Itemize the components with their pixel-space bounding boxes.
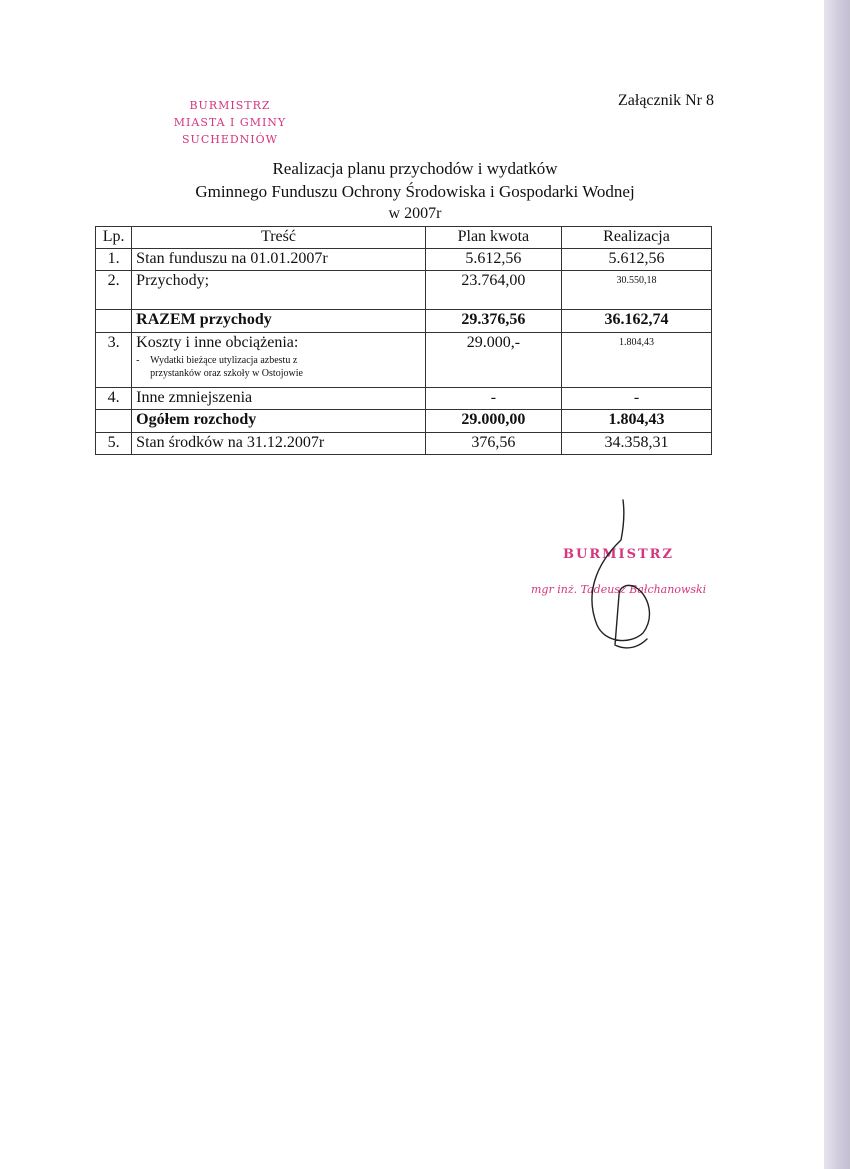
cell-tresc: Inne zmniejszenia <box>132 388 426 410</box>
cell-lp: 3. <box>96 333 132 388</box>
title-line-3: w 2007r <box>388 205 442 222</box>
table-row <box>96 271 712 310</box>
cell-lp: 1. <box>96 249 132 271</box>
table-row <box>96 388 712 410</box>
cell-realizacja: 30.550,18 <box>561 271 711 310</box>
cell-lp: 5. <box>96 433 132 455</box>
cell-plan: 376,56 <box>425 433 561 455</box>
cell-tresc: Stan środków na 31.12.2007r <box>132 433 426 455</box>
header-realizacja: Realizacja <box>561 227 711 249</box>
table-row <box>96 433 712 455</box>
cell-plan: 29.376,56 <box>425 310 561 333</box>
signature-stamp-title: BURMISTRZ <box>563 547 674 562</box>
table-row-total-expenses <box>96 410 712 433</box>
table-header-row <box>96 227 712 249</box>
cell-tresc: Przychody; <box>132 271 426 310</box>
header-tresc: Treść <box>132 227 426 249</box>
cell-lp: 4. <box>96 388 132 410</box>
table-row <box>96 249 712 271</box>
title-line-2: Gminnego Funduszu Ochrony Środowiska i Gospodarki Wodnej <box>195 182 635 201</box>
stamp-line-2: MIASTA I GMINY <box>173 116 287 129</box>
table-row-total-income <box>96 310 712 333</box>
handwritten-signature <box>575 495 665 655</box>
cell-tresc-sub-1: - Wydatki bieżące utylizacja azbestu z <box>136 354 421 367</box>
cell-lp <box>96 410 132 433</box>
cell-tresc-sub-2: przystanków oraz szkoły w Ostojowie <box>150 368 303 379</box>
cell-tresc: RAZEM przychody <box>132 310 426 333</box>
annex-label: Załącznik Nr 8 <box>618 92 714 109</box>
cell-realizacja: 36.162,74 <box>561 310 711 333</box>
cell-tresc: Ogółem rozchody <box>132 410 426 433</box>
cell-lp <box>96 310 132 333</box>
title-line-1: Realizacja planu przychodów i wydatków <box>272 159 558 178</box>
fund-table <box>95 226 712 455</box>
cell-realizacja: 1.804,43 <box>561 333 711 388</box>
cell-plan: 29.000,- <box>425 333 561 388</box>
cell-tresc: Stan funduszu na 01.01.2007r <box>132 249 426 271</box>
scan-edge-strip <box>824 0 850 1169</box>
mayor-stamp <box>150 97 310 148</box>
header-lp: Lp. <box>96 227 132 249</box>
cell-plan: 5.612,56 <box>425 249 561 271</box>
cell-plan: 29.000,00 <box>425 410 561 433</box>
cell-plan: - <box>425 388 561 410</box>
cell-realizacja: - <box>561 388 711 410</box>
cell-plan: 23.764,00 <box>425 271 561 310</box>
cell-realizacja: 34.358,31 <box>561 433 711 455</box>
table-row <box>96 333 712 388</box>
cell-tresc <box>132 333 426 388</box>
header-plan: Plan kwota <box>425 227 561 249</box>
stamp-line-1: BURMISTRZ <box>189 99 271 112</box>
signature-stamp-name: mgr inż. Tadeusz Bałchanowski <box>531 583 707 596</box>
cell-lp: 2. <box>96 271 132 310</box>
cell-tresc-main: Koszty i inne obciążenia: <box>136 334 299 351</box>
cell-realizacja: 1.804,43 <box>561 410 711 433</box>
cell-realizacja: 5.612,56 <box>561 249 711 271</box>
stamp-line-3: SUCHEDNIÓW <box>182 133 278 146</box>
